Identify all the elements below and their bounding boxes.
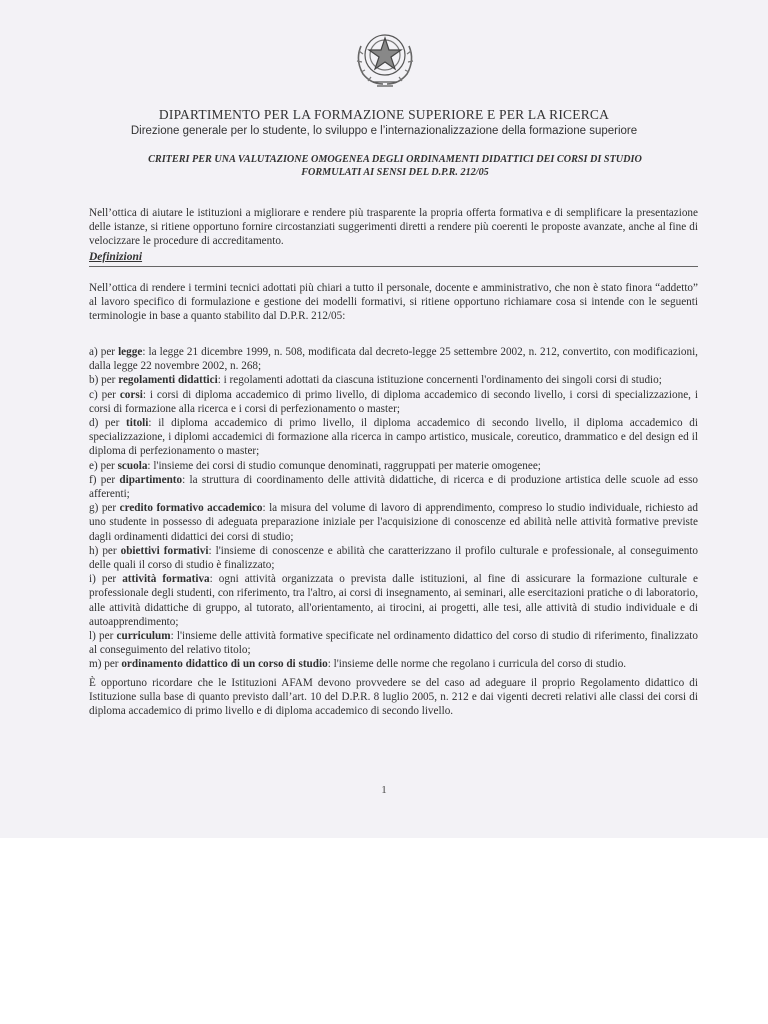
definition-term: scuola (117, 459, 148, 472)
definition-item: c) per corsi: i corsi di diploma accademico di primo livello, di diploma accademico di secondo livello, i corsi di specializzazione, i corsi di formazione alla ricerca e i corsi di perfezionamento o master; (89, 388, 698, 415)
document-title (95, 153, 695, 179)
closing-paragraph: È opportuno ricordare che le Istituzioni AFAM devono provvedere se del caso ad adeguare il proprio Regolamento didattico di Istituzione sulla base di quanto previsto dall’art. 10 del D.P.R. 8 luglio 2005, n. 212 e dai vigenti decreti relativi alle classi dei corsi di diploma accademico di primo livello e di diploma accademico di secondo livello. (89, 677, 698, 718)
definition-item: e) per scuola: l'insieme dei corsi di studio comunque denominati, raggruppati per materie omogenee; (89, 459, 541, 472)
document-title-line-1: CRITERI PER UNA VALUTAZIONE OMOGENEA DEGLI ORDINAMENTI DIDATTICI DEI CORSI DI STUDIO (148, 154, 642, 165)
direction-subtitle: Direzione generale per lo studente, lo sviluppo e l’internazionalizzazione della formazione superiore (130, 125, 638, 137)
definition-item: h) per obiettivi formativi: l'insieme di conoscenze e abilità che caratterizzano il profilo culturale e professionale, al conseguimento delle quali il corso di studio è finalizzato; (89, 544, 698, 572)
page-number: 1 (381, 784, 387, 796)
definition-term: dipartimento (119, 473, 183, 486)
definition-term: ordinamento didattico di un corso di studio (121, 658, 328, 671)
definitions-heading: Definizioni (89, 251, 143, 263)
definition-item: m) per ordinamento didattico di un corso di studio: l'insieme delle norme che regolano i curricula del corso di studio. (89, 658, 627, 671)
definition-term: curriculum (116, 630, 171, 643)
document-title-line-2: FORMULATI AI SENSI DEL D.P.R. 212/05 (301, 167, 489, 178)
definition-item: a) per legge: la legge 21 dicembre 1999, n. 508, modificata dal decreto-legge 25 settembre 2002, n. 212, convertito, con modificazioni, dalla legge 22 novembre 2002, n. 268; (89, 346, 698, 373)
definition-item: g) per credito formativo accademico: la misura del volume di lavoro di apprendimento, compreso lo studio individuale, richiesto ad uno studente in possesso di adeguata preparazione iniziale per l'acquisizione di conoscenze ed abilità nelle attività formative previste dagli ordinamenti didattici dei corsi di studio; (89, 502, 698, 543)
department-title: DIPARTIMENTO PER LA FORMAZIONE SUPERIORE E PER LA RICERCA (158, 107, 610, 122)
definition-item: i) per attività formativa: ogni attività organizzata o prevista dalle istituzioni, al fine di assicurare la formazione culturale e professionale degli studenti, con riferimento, tra l'altro, ai corsi di insegnamento, ai seminari, alle esercitazioni pratiche o di laboratorio, alle attività didattiche di gruppo, al tutorato, all'orientamento, ai tirocini, ai progetti, alle tesi, alle attività di studio individuale e di autoapprendimento; (89, 573, 698, 628)
definitions-intro-paragraph: Nell’ottica di rendere i termini tecnici adottati più chiari a tutto il personale, docente e amministrativo, che non è stato finora “addetto” al lavoro specifico di formulazione e gestione dei modelli formativi, si ritiene opportuno richiamare cosa si intende con le seguenti terminologie in base a quanto stabilito dal D.P.R. 212/05: (89, 282, 698, 323)
definition-term: legge (118, 346, 143, 358)
definition-term: titoli (126, 417, 149, 430)
definition-item: f) per dipartimento: la struttura di coordinamento delle attività didattiche, di ricerca e di produzione artistica delle scuole ad esso afferenti; (89, 473, 698, 501)
definition-item: l) per curriculum: l'insieme delle attività formative specificate nel ordinamento didattico del corso di studio di riferimento, finalizzato al conseguimento del relativo titolo; (89, 630, 698, 657)
intro-paragraph: Nell’ottica di aiutare le istituzioni a migliorare e rendere più trasparente la propria offerta formativa e di semplificare la presentazione delle istanze, si ritiene opportuno fornire circostanziati suggerimenti diretti a rendere più coerenti le proposte avanzate, anche al fine di velocizzare le procedure di accreditamento. (89, 207, 698, 248)
definitions-list (89, 345, 698, 672)
definition-term: regolamenti didattici (118, 374, 218, 387)
section-divider (89, 266, 698, 267)
definition-term: obiettivi formativi (120, 544, 209, 557)
definition-item: b) per regolamenti didattici: i regolamenti adottati da ciascuna istituzione concernenti l'ordinamento dei singoli corsi di studio; (89, 374, 662, 387)
republic-emblem-icon (349, 24, 421, 90)
definition-term: attività formativa (122, 573, 210, 586)
definition-term: credito formativo accademico (119, 502, 263, 515)
definition-item: d) per titoli: il diploma accademico di primo livello, il diploma accademico di secondo livello, il diploma accademico di specializzazione, i diplomi accademici di formazione alla ricerca in campo artistico, musicale, coreutico, drammatico e del design ed il diploma di perfezionamento o master; (89, 417, 698, 458)
definition-term: corsi (119, 388, 143, 401)
